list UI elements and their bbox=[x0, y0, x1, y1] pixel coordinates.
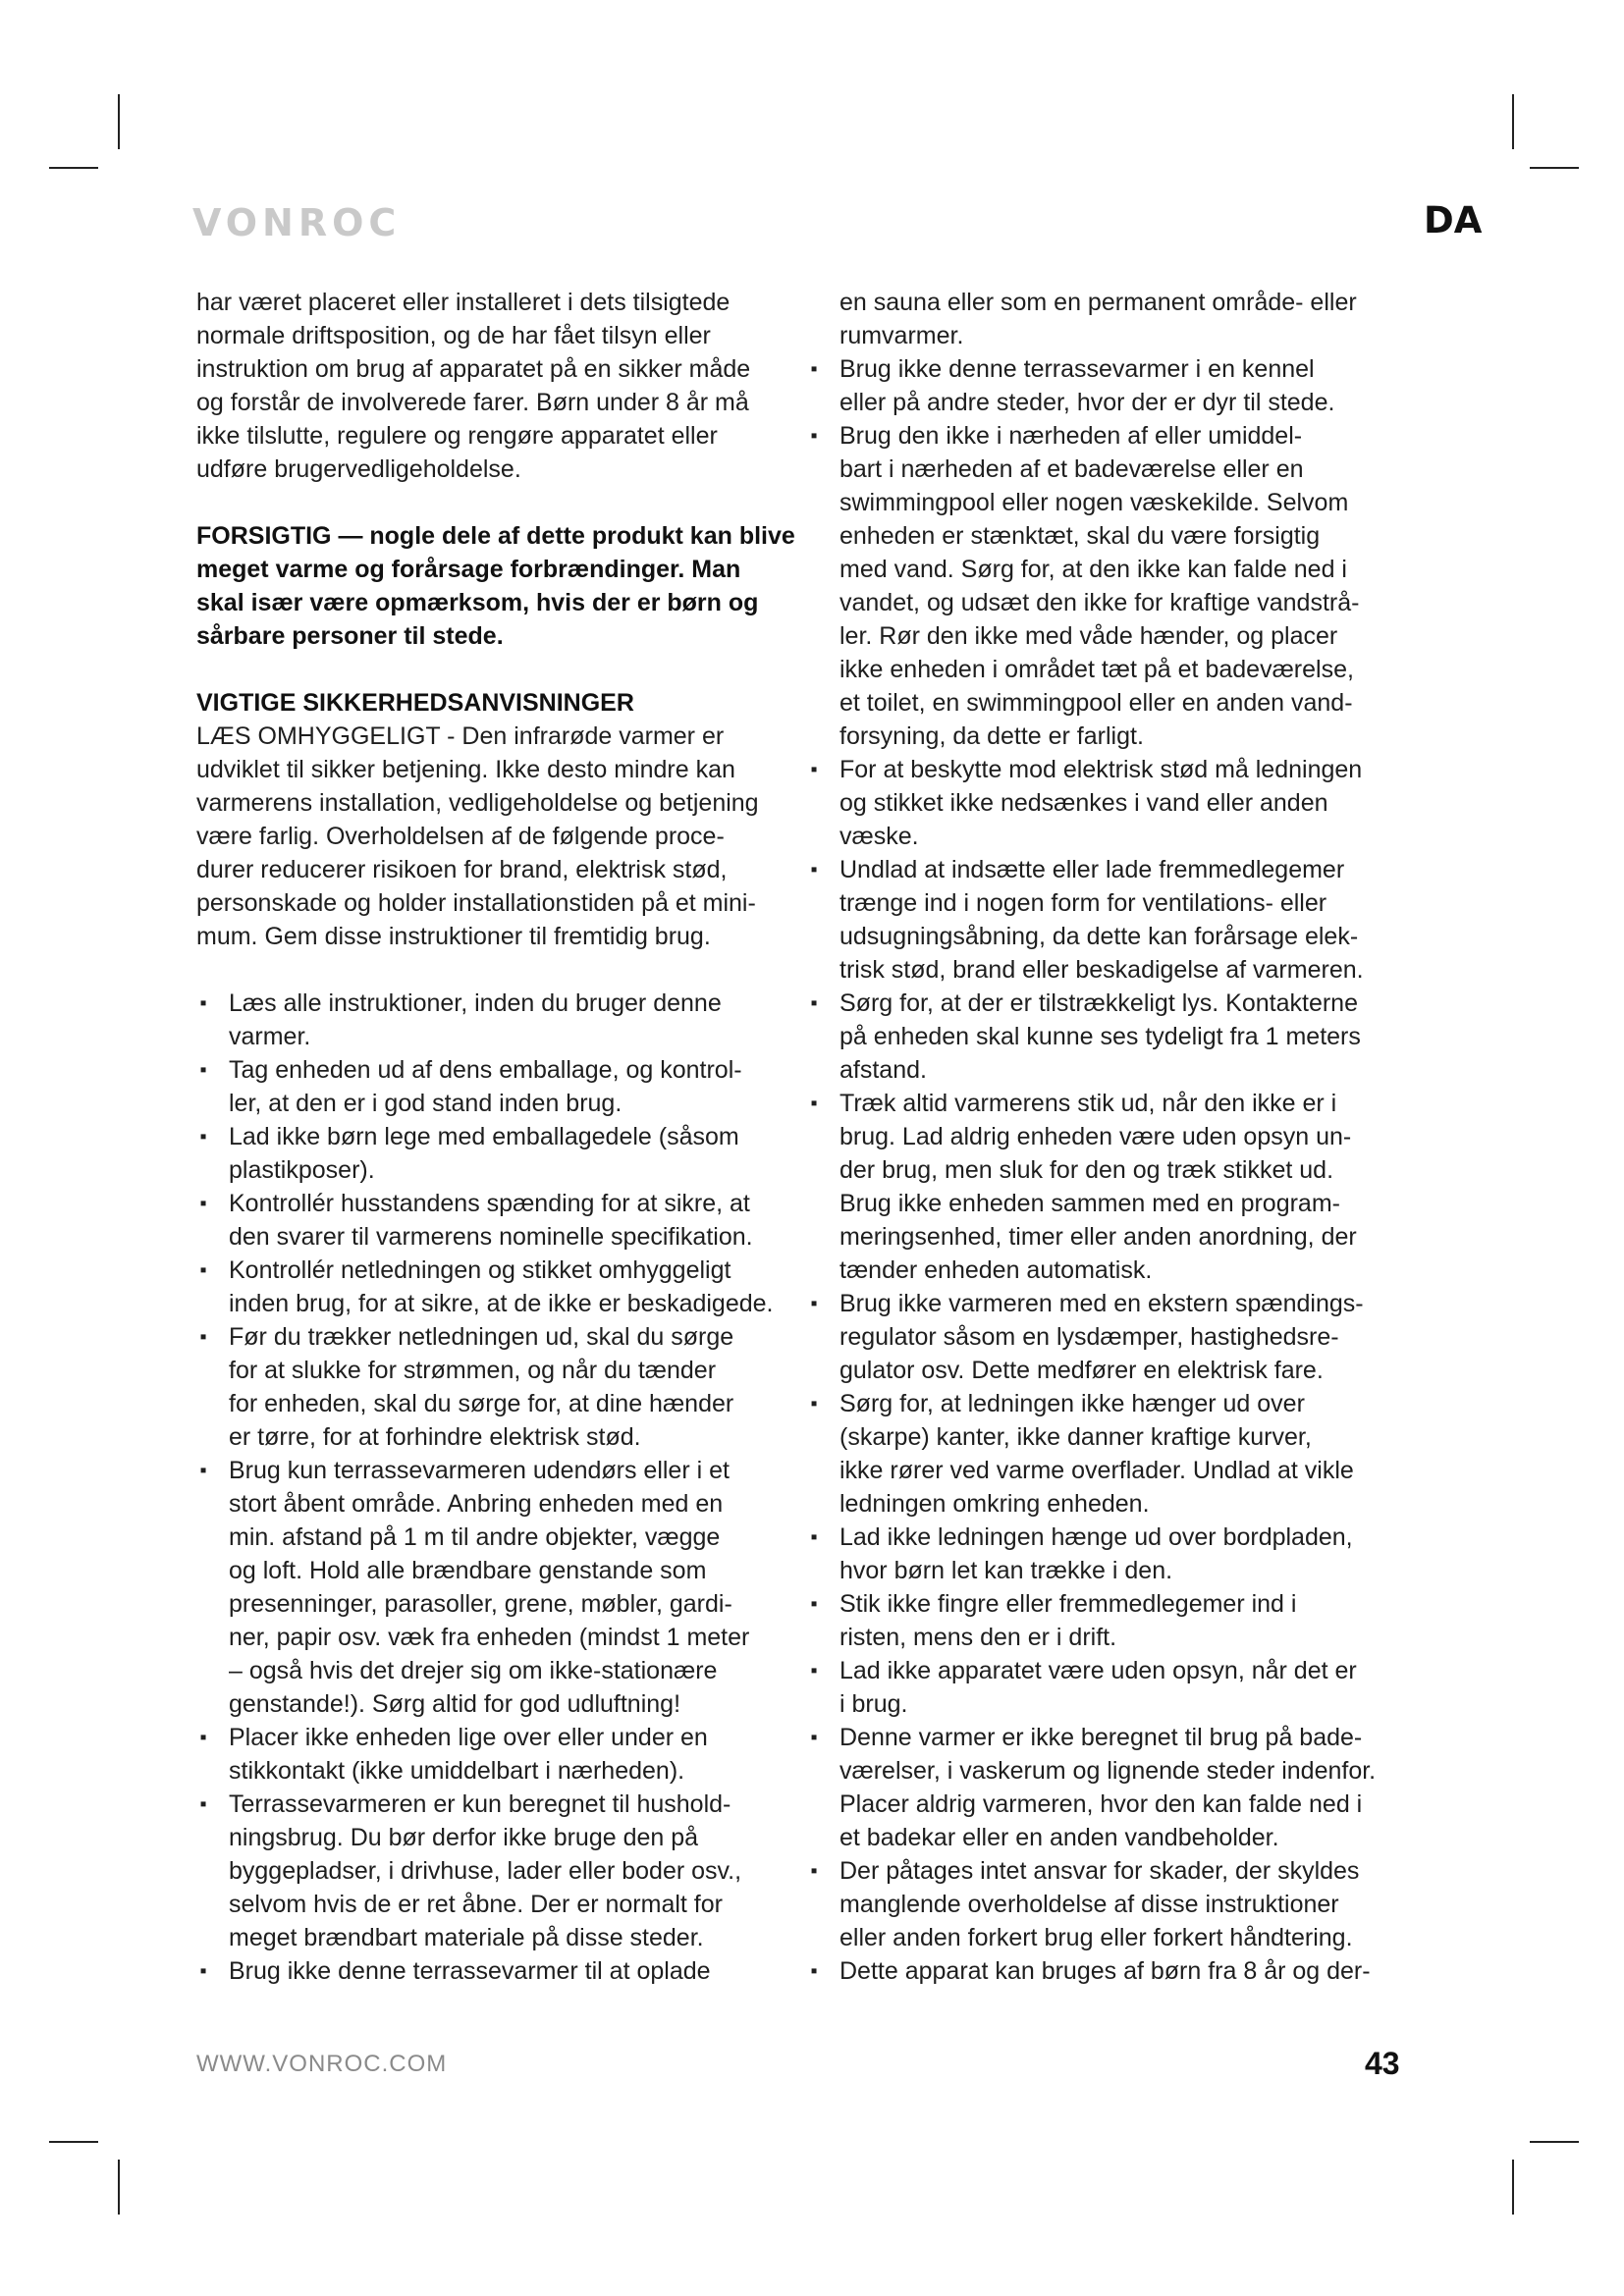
bullet-marker-icon: ▪ bbox=[199, 1727, 207, 1748]
bullet-item bbox=[196, 1954, 800, 1988]
bullet-text: Stik ikke fingre eller fremmedlegemer ind i risten, mens den er i drift. bbox=[839, 1590, 1297, 1651]
bullet-marker-icon: ▪ bbox=[199, 1460, 207, 1481]
bullet-item bbox=[807, 1087, 1416, 1287]
bullet-text: Der påtages intet ansvar for skader, der skyldes manglende overholdelse af disse instruktioner eller anden forkert brug eller forkert håndtering. bbox=[839, 1857, 1360, 1951]
bullet-marker-icon: ▪ bbox=[810, 358, 818, 380]
right-bullet-list bbox=[807, 352, 1416, 1988]
language-code: DA bbox=[1424, 199, 1483, 241]
bullet-text: Tag enheden ud af dens emballage, og kontrol- ler, at den er i god stand inden brug. bbox=[229, 1056, 742, 1117]
bullet-text: Kontrollér netledningen og stikket omhyggeligt inden brug, for at sikre, at de ikke er beskadigede. bbox=[229, 1256, 774, 1317]
bullet-item bbox=[807, 419, 1416, 753]
bullet-marker-icon: ▪ bbox=[810, 992, 818, 1014]
bullet-text: Placer ikke enheden lige over eller under en stikkontakt (ikke umiddelbart i nærheden). bbox=[229, 1724, 708, 1785]
bullet-marker-icon: ▪ bbox=[199, 1059, 207, 1081]
crop-mark bbox=[1512, 2160, 1514, 2215]
crop-mark bbox=[118, 94, 120, 149]
bullet-marker-icon: ▪ bbox=[810, 1526, 818, 1548]
crop-mark bbox=[49, 2141, 98, 2143]
bullet-item bbox=[196, 1454, 800, 1721]
bullet-item bbox=[807, 853, 1416, 987]
intro-paragraph: har været placeret eller installeret i dets tilsigtede normale driftsposition, og de har fået tilsyn eller instruktion om brug af apparatet på en sikker måde og forstår de involverede farer. Børn under 8 år må ikke tilslutte, regulere og rengøre apparatet eller udføre brugervedligeholdelse. bbox=[196, 289, 751, 483]
footer-url: WWW.VONROC.COM bbox=[196, 2051, 448, 2077]
bullet-marker-icon: ▪ bbox=[199, 992, 207, 1014]
warning-paragraph: FORSIGTIG — nogle dele af dette produkt kan blive meget varme og forårsage forbrændinger. Man skal især være opmærksom, hvis der er børn og sårbare personer til stede. bbox=[196, 522, 795, 650]
bullet-item bbox=[807, 352, 1416, 419]
bullet-text: Brug ikke varmeren med en ekstern spændings- regulator såsom en lysdæmper, hastighedsre- gulator osv. Dette medfører en elektrisk fare. bbox=[839, 1290, 1364, 1384]
left-column bbox=[196, 286, 800, 1988]
bullet-item bbox=[196, 1254, 800, 1320]
bullet-text: Brug ikke denne terrassevarmer til at oplade bbox=[229, 1957, 711, 1985]
bullet-text: Denne varmer er ikke beregnet til brug på bade- værelser, i vaskerum og lignende steder indenfor. Placer aldrig varmeren, hvor den kan falde ned i et badekar eller en anden vandbeholder. bbox=[839, 1724, 1377, 1851]
bullet-text: Brug den ikke i nærheden af eller umiddel- bart i nærheden af et badeværelse eller en swimmingpool eller nogen væskekilde. Selvom enheden er stænktæt, skal du være forsigtig med vand. Sørg for, at den ikke kan falde ned i vandet, og udsæt den ikke for kraftige vandstrå- ler. Rør den ikke med våde hænder, og placer ikke enheden i området tæt på et badeværelse, et toilet, en swimmingpool eller en anden vand- forsyning, da dette er farligt. bbox=[839, 422, 1360, 750]
bullet-text: Lad ikke børn lege med emballagedele (såsom plastikposer). bbox=[229, 1123, 739, 1184]
bullet-marker-icon: ▪ bbox=[199, 1126, 207, 1148]
bullet-text: Lad ikke ledningen hænge ud over bordpladen, hvor børn let kan trække i den. bbox=[839, 1523, 1353, 1584]
bullet-marker-icon: ▪ bbox=[810, 759, 818, 780]
page-number: 43 bbox=[1365, 2046, 1400, 2081]
continuation-paragraph: en sauna eller som en permanent område- eller rumvarmer. bbox=[839, 289, 1357, 349]
bullet-marker-icon: ▪ bbox=[810, 1960, 818, 1982]
bullet-text: Læs alle instruktioner, inden du bruger denne varmer. bbox=[229, 989, 722, 1050]
bullet-item bbox=[196, 987, 800, 1053]
bullet-marker-icon: ▪ bbox=[199, 1326, 207, 1348]
bullet-marker-icon: ▪ bbox=[810, 1393, 818, 1415]
crop-mark bbox=[1512, 94, 1514, 149]
bullet-item bbox=[807, 1521, 1416, 1587]
bullet-text: Træk altid varmerens stik ud, når den ikke er i brug. Lad aldrig enheden være uden opsyn un- der brug, men sluk for den og træk stikket ud. Brug ikke enheden sammen med en program- meringsenhed, timer eller anden anordning, der tænder enheden automatisk. bbox=[839, 1090, 1357, 1284]
bullet-item bbox=[807, 1954, 1416, 1988]
bullet-marker-icon: ▪ bbox=[199, 1793, 207, 1815]
bullet-item bbox=[807, 1654, 1416, 1721]
left-bullet-list bbox=[196, 987, 800, 1988]
bullet-marker-icon: ▪ bbox=[199, 1193, 207, 1214]
bullet-item bbox=[807, 987, 1416, 1087]
section-heading: VIGTIGE SIKKERHEDSANVISNINGER bbox=[196, 689, 634, 717]
bullet-item bbox=[196, 1187, 800, 1254]
bullet-item bbox=[196, 1788, 800, 1954]
bullet-text: For at beskytte mod elektrisk stød må ledningen og stikket ikke nedsænkes i vand eller anden væske. bbox=[839, 756, 1363, 850]
bullet-marker-icon: ▪ bbox=[810, 1293, 818, 1314]
bullet-text: Undlad at indsætte eller lade fremmedlegemer trænge ind i nogen form for ventilations- eller udsugningsåbning, da dette kan forårsage elek- trisk stød, brand eller beskadigelse af varmeren. bbox=[839, 856, 1364, 984]
bullet-item bbox=[196, 1721, 800, 1788]
bullet-marker-icon: ▪ bbox=[810, 1593, 818, 1615]
right-column bbox=[807, 286, 1416, 1988]
bullet-text: Dette apparat kan bruges af børn fra 8 år og der- bbox=[839, 1957, 1371, 1985]
section-paragraph: LÆS OMHYGGELIGT - Den infrarøde varmer er udviklet til sikker betjening. Ikke desto mindre kan varmerens installation, vedligeholdelse og betjening være farlig. Overholdelsen af de følgende proce- durer reducerer risikoen for brand, elektrisk stød, personskade og holder installationstiden på et mini- mum. Gem disse instruktioner til fremtidig brug. bbox=[196, 722, 759, 950]
bullet-item bbox=[807, 1287, 1416, 1387]
bullet-item bbox=[196, 1053, 800, 1120]
brand-logo: VONROC bbox=[192, 201, 402, 244]
bullet-text: Sørg for, at der er tilstrækkeligt lys. Kontakterne på enheden skal kunne ses tydeligt fra 1 meters afstand. bbox=[839, 989, 1361, 1084]
bullet-text: Sørg for, at ledningen ikke hænger ud over (skarpe) kanter, ikke danner kraftige kurver, ikke rører ved varme overflader. Undlad at vikle ledningen omkring enheden. bbox=[839, 1390, 1354, 1518]
crop-mark bbox=[49, 167, 98, 169]
bullet-marker-icon: ▪ bbox=[810, 1727, 818, 1748]
bullet-item bbox=[807, 1387, 1416, 1521]
bullet-marker-icon: ▪ bbox=[810, 425, 818, 447]
bullet-text: Brug kun terrassevarmeren udendørs eller i et stort åbent område. Anbring enheden med en min. afstand på 1 m til andre objekter, vægge og loft. Hold alle brændbare genstande som presenninger, parasoller, grene, møbler, gardi- ner, papir osv. væk fra enheden (mindst 1 meter – også hvis det drejer sig om ikke-stationære genstande!). Sørg altid for god udluftning! bbox=[229, 1457, 750, 1718]
bullet-item bbox=[807, 1854, 1416, 1954]
bullet-marker-icon: ▪ bbox=[199, 1259, 207, 1281]
bullet-item bbox=[196, 1120, 800, 1187]
bullet-marker-icon: ▪ bbox=[810, 1660, 818, 1682]
bullet-marker-icon: ▪ bbox=[810, 1860, 818, 1882]
bullet-marker-icon: ▪ bbox=[810, 1093, 818, 1114]
bullet-marker-icon: ▪ bbox=[810, 859, 818, 881]
bullet-item bbox=[807, 1587, 1416, 1654]
bullet-text: Terrassevarmeren er kun beregnet til hushold- ningsbrug. Du bør derfor ikke bruge den på byggepladser, i drivhuse, lader eller boder osv., selvom hvis de er ret åbne. Der er normalt for meget brændbart materiale på disse steder. bbox=[229, 1790, 742, 1951]
bullet-text: Kontrollér husstandens spænding for at sikre, at den svarer til varmerens nominelle specifikation. bbox=[229, 1190, 753, 1251]
crop-mark bbox=[1530, 2141, 1579, 2143]
bullet-text: Brug ikke denne terrassevarmer i en kennel eller på andre steder, hvor der er dyr til stede. bbox=[839, 355, 1335, 416]
crop-mark bbox=[1530, 167, 1579, 169]
bullet-item bbox=[807, 1721, 1416, 1854]
bullet-item bbox=[196, 1320, 800, 1454]
bullet-item bbox=[807, 753, 1416, 853]
bullet-text: Før du trækker netledningen ud, skal du sørge for at slukke for strømmen, og når du tænder for enheden, skal du sørge for, at dine hænder er tørre, for at forhindre elektrisk stød. bbox=[229, 1323, 734, 1451]
crop-mark bbox=[118, 2160, 120, 2215]
bullet-marker-icon: ▪ bbox=[199, 1960, 207, 1982]
bullet-text: Lad ikke apparatet være uden opsyn, når det er i brug. bbox=[839, 1657, 1357, 1718]
